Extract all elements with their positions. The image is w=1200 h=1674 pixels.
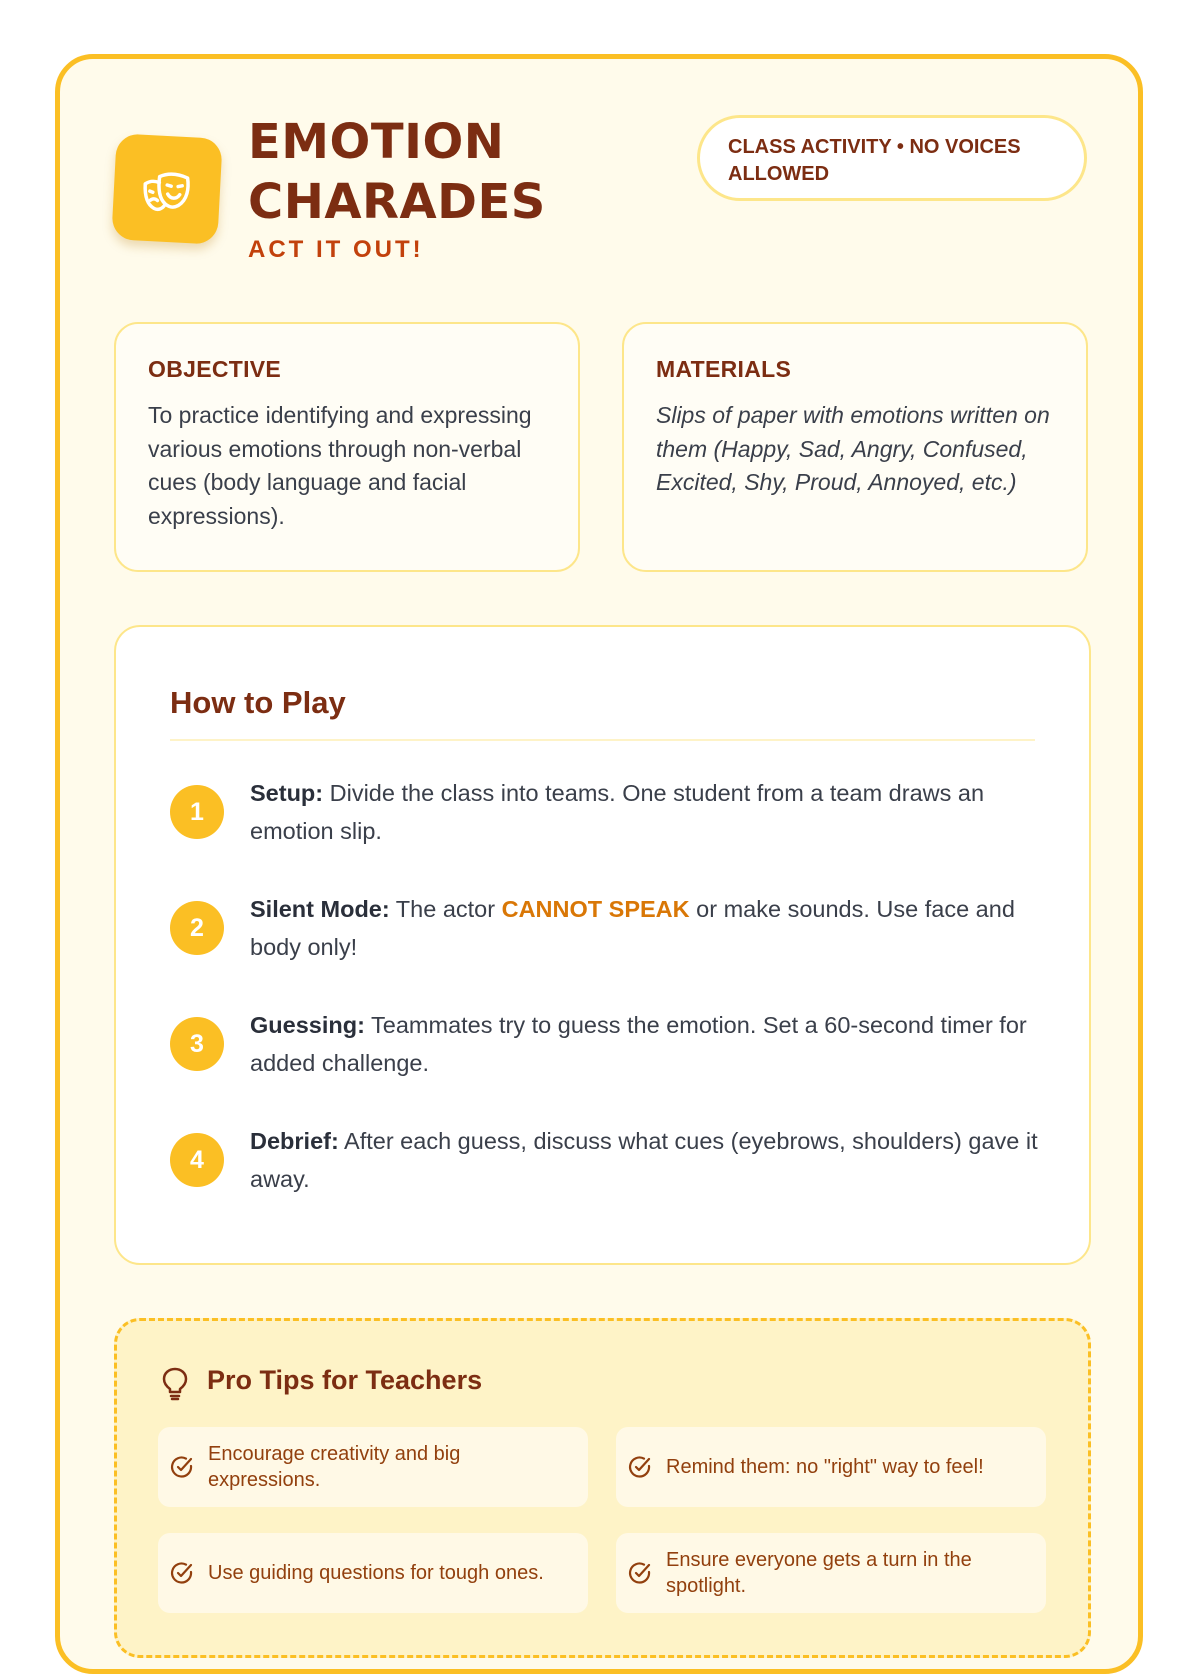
tip-text: Use guiding questions for tough ones. (208, 1562, 544, 1584)
step-number: 2 (170, 901, 224, 955)
tip-item (616, 1427, 1046, 1507)
step-label: Silent Mode: (250, 896, 390, 922)
step-description: After each guess, discuss what cues (eyebrows, shoulders) gave it away. (250, 1128, 1038, 1192)
activity-badge: CLASS ACTIVITY • NO VOICES ALLOWED (697, 115, 1087, 201)
check-circle-icon (170, 1455, 194, 1486)
tip-text: Encourage creativity and big expressions. (208, 1443, 461, 1491)
step-number: 3 (170, 1017, 224, 1071)
cannot-speak-highlight: CANNOT SPEAK (501, 896, 690, 922)
step-text (250, 1123, 1040, 1198)
how-to-play-heading: How to Play (170, 685, 1035, 741)
tip-item (158, 1427, 588, 1507)
step-text (250, 1007, 1040, 1082)
step-text (250, 891, 1040, 966)
materials-card (622, 322, 1088, 572)
tip-item (158, 1533, 588, 1613)
step-label: Debrief: (250, 1128, 339, 1154)
objective-text: To practice identifying and expressing various emotions through non-verbal cues (body language and facial expressions). (148, 402, 532, 529)
page-title (248, 112, 546, 232)
lightbulb-icon (161, 1367, 189, 1406)
pro-tips-heading: Pro Tips for Teachers (207, 1365, 483, 1395)
check-circle-icon (628, 1561, 652, 1592)
step-description: Divide the class into teams. One student from a team draws an emotion slip. (250, 780, 985, 844)
step-description: The actor (389, 896, 502, 922)
check-circle-icon (170, 1561, 194, 1592)
how-to-play-section (114, 625, 1091, 1265)
step-description: Teammates try to guess the emotion. Set a 60-second timer for added challenge. (250, 1012, 1027, 1076)
check-circle-icon (628, 1455, 652, 1486)
tip-text: Ensure everyone gets a turn in the spotlight. (666, 1549, 972, 1597)
page-subtitle: ACT IT OUT! (248, 236, 424, 263)
theater-masks-icon (111, 133, 222, 244)
title-line-1: EMOTION (248, 114, 505, 170)
objective-card (114, 322, 580, 572)
pro-tips-section (114, 1318, 1091, 1658)
title-line-2: CHARADES (248, 174, 546, 230)
step-number: 4 (170, 1133, 224, 1187)
materials-heading: MATERIALS (656, 356, 792, 382)
step-label: Guessing: (250, 1012, 365, 1038)
tip-item (616, 1533, 1046, 1613)
step-number: 1 (170, 785, 224, 839)
tip-text: Remind them: no "right" way to feel! (666, 1456, 984, 1478)
materials-text: Slips of paper with emotions written on them (Happy, Sad, Angry, Confused, Excited, Shy, Proud, Annoyed, etc.) (656, 402, 1050, 495)
step-text (250, 775, 1040, 850)
step-description-end: or make sounds. Use face and body only! (250, 896, 1015, 960)
objective-heading: OBJECTIVE (148, 356, 282, 382)
step-label: Setup: (250, 780, 324, 806)
